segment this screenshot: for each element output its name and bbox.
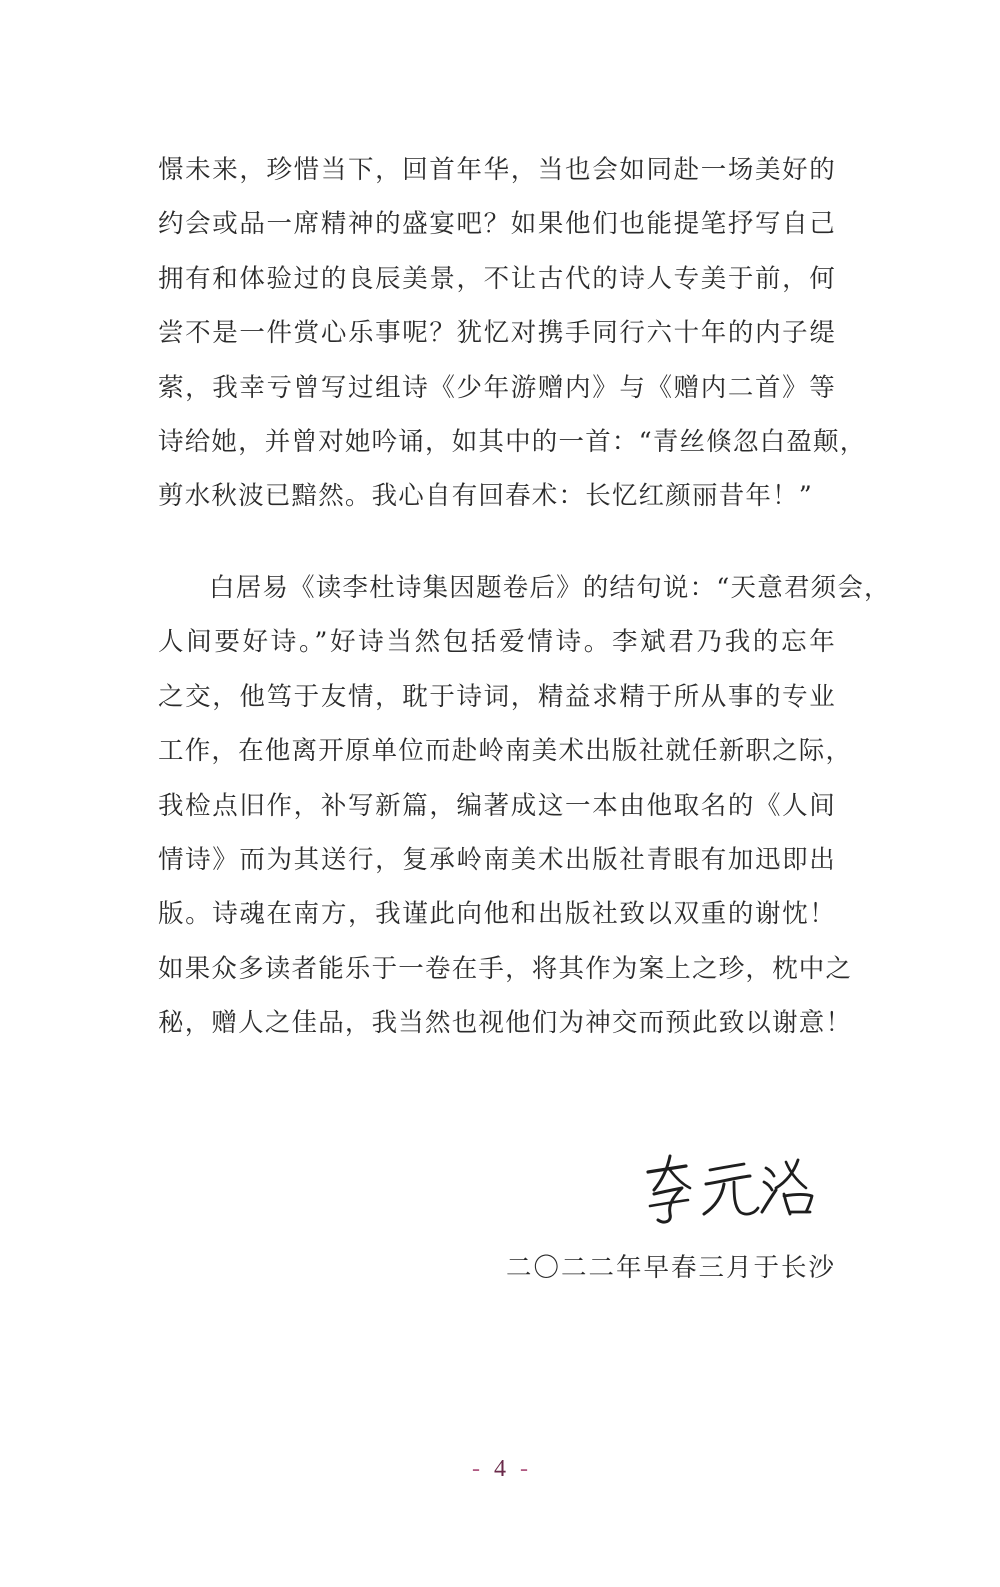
text-line: 尝不是一件赏心乐事呢？犹忆对携手同行六十年的内子缇 [158,318,836,349]
page-number-dash-right: - [520,1456,528,1482]
text-line: 之交，他笃于友情，耽于诗词，精益求精于所从事的专业 [158,681,836,712]
text-line: 情诗》而为其送行，复承岭南美术出版社青眼有加迅即出 [158,844,836,875]
paragraph-1 [158,143,867,524]
text-line: 约会或品一席精神的盛宴吧？如果他们也能提笔抒写自己 [158,209,836,240]
text-line: 如果众多读者能乐于一卷在手，将其作为案上之珍，枕中之 [158,953,853,984]
signature-date: 二〇二二年早春三月于长沙 [505,1253,836,1283]
page-number-dash-left: - [472,1456,480,1482]
text-line: 白居易《读李杜诗集因题卷后》的结句说：“天意君须会， [209,573,891,603]
page-number: 4 [494,1456,506,1482]
text-line: 剪水秋波已黯然。我心自有回春术：长忆红颜丽昔年！” [158,481,814,512]
text-line: 拥有和体验过的良辰美景，不让古代的诗人专美于前，何 [158,263,836,294]
text-line: 版。诗魂在南方，我谨此向他和出版社致以双重的谢忱！ [158,899,836,930]
text-line: 我检点旧作，补写新篇，编著成这一本由他取名的《人间 [158,790,836,821]
handwritten-signature [640,1150,820,1230]
text-line: 工作，在他离开原单位而赴岭南美术出版社就任新职之际， [158,736,853,767]
text-line: 憬未来，珍惜当下，回首年华，当也会如同赴一场美好的 [158,155,836,185]
text-line: 人间要好诗。”好诗当然包括爱情诗。李斌君乃我的忘年 [158,627,836,658]
paragraph-2 [158,561,891,1051]
page-number-footer [0,1456,1000,1483]
text-line: 秘，赠人之佳品，我当然也视他们为神交而预此致以谢意！ [158,1008,853,1039]
text-line: 诗给她，并曾对她吟诵，如其中的一首：“青丝倏忽白盈颠， [158,426,867,457]
text-line: 萦，我幸亏曾写过组诗《少年游赠内》与《赠内二首》等 [158,372,836,403]
